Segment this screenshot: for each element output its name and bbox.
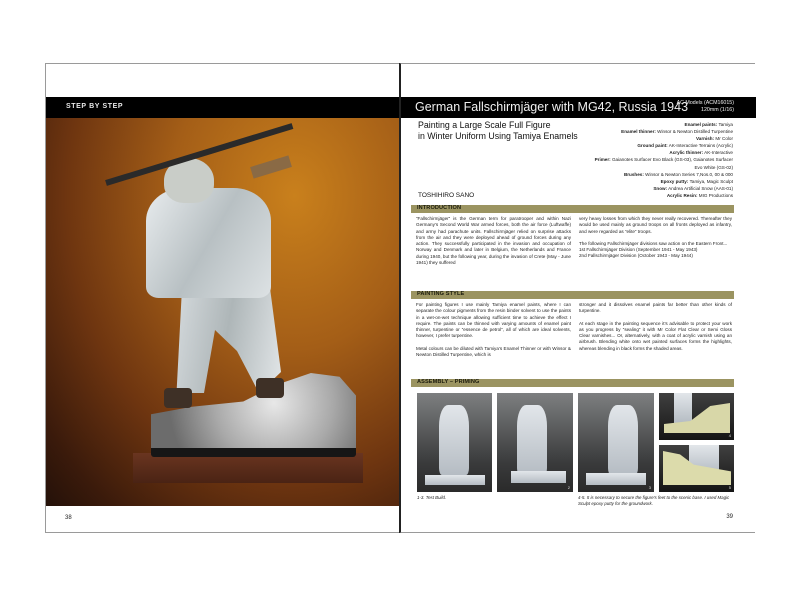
- wooden-plinth: [133, 453, 363, 483]
- photo-1: [417, 393, 492, 492]
- section-heading-text: PAINTING STYLE: [417, 291, 465, 297]
- spec-row: Epoxy putty: Tamiya, Magic Sculpt: [660, 178, 733, 184]
- title-band: [401, 97, 756, 118]
- paragraph: For painting figures I use mainly Tamiya enamel paints, where I can separate the colour pigments from the resin binder solvent to use the paints in a wet-on-wet technique allowing sufficient time to achieve the effect I require. The paints can be thinned with varying amounts of enamel paint thinner, turpentine or “essence de petrol”, all of which are ideal solvents, however, I prefer turpentine.: [416, 302, 571, 339]
- spec-row: Varnish: Mr Color: [695, 136, 733, 142]
- spec-row: Acrylic thinner: AK-Interactive: [669, 150, 733, 156]
- section-heading-introduction: [411, 205, 734, 213]
- author-name: TOSHIHIRO SANO: [418, 192, 475, 199]
- figure-boot-left: [164, 388, 192, 408]
- intro-column-2: [579, 216, 732, 260]
- section-heading-text: ASSEMBLY – PRIMING: [417, 379, 480, 385]
- subtitle-line-1: Painting a Large Scale Full Figure: [418, 120, 551, 130]
- intro-column-1: [416, 216, 571, 272]
- paragraph: The following Fallschirmjäger divisions saw action on the Eastern Front...: [579, 240, 728, 246]
- spec-row: Snow: Andrea Artificial Snow (AAS-01): [653, 185, 733, 191]
- page-number-right: 39: [726, 514, 733, 520]
- spec-row: Evo White (GS-02): [694, 164, 733, 170]
- kit-scale: 120mm (1/16): [701, 107, 734, 113]
- paragraph: stronger and it dissolves enamel paints far better than other kinds of turpentine.: [579, 302, 732, 314]
- photo-5: [659, 445, 734, 492]
- division-line: 2nd Fallschirmjäger Division (October 1943 - May 1944): [579, 253, 693, 259]
- painting-column-1: [416, 302, 571, 364]
- spec-row: Primer: Gaianotes Surfacer Evo Black (GS-03), Gaianotes Surfacer: [594, 157, 733, 163]
- spec-row: Enamel paints: Tamiya: [684, 122, 733, 127]
- photo-4: [659, 393, 734, 440]
- right-page: [400, 63, 755, 533]
- painting-column-2: [579, 302, 732, 358]
- paragraph: Metal colours can be diluted with Tamiya’s Enamel Thinner or with Winsor & Newton Distilled Turpentine, which is: [416, 345, 571, 357]
- hero-photo: [46, 118, 401, 506]
- article-title: German Fallschirmjäger with MG42, Russia 1943: [415, 100, 689, 114]
- figure-boot-right: [256, 378, 284, 398]
- paragraph: At each stage in the painting sequence it’s advisable to protect your work as you progress by “sealing” it with Mr Color Flat Clear or Semi Gloss Clear varnishes... Or, alternatively, with a coat of acrylic varnish using an airbrush. Blending white onto wet painted surfaces forms the highlights, whereas blending in black forms the shaded areas.: [579, 320, 732, 351]
- paragraph: very heavy losses from which they never really recovered. Thereafter they would be used mainly as ground troops on all fronts deployed as infantry, and were regarded as “elite” troops.: [579, 216, 732, 234]
- spec-row: Brushes: Winsor & Newton Series 7,Nos.0, 00 & 000: [623, 171, 733, 177]
- photo-number: 5: [728, 485, 731, 490]
- kit-maker: AC Models (ACM16015): [676, 100, 734, 106]
- page-number-left: 38: [65, 515, 72, 521]
- photo-number: 2: [567, 485, 570, 490]
- spec-row: Acrylic Resin: MIG Productions: [666, 192, 733, 198]
- mg42-stock: [250, 155, 292, 178]
- photo-3: [578, 393, 654, 492]
- section-heading-text: INTRODUCTION: [417, 205, 462, 211]
- kit-info: [677, 100, 734, 114]
- caption-1-3: 1-3. Test Build.: [417, 495, 447, 500]
- section-heading-painting-style: [411, 291, 734, 299]
- spec-row: Enamel thinner: Winsor & Newton Distilled Turpentine: [621, 129, 733, 135]
- section-band: [46, 97, 401, 118]
- photo-2: [497, 393, 573, 492]
- left-page: [45, 63, 400, 533]
- figure-torso: [146, 188, 271, 298]
- spec-row: Ground paint: AK-Interactive Terrains (Acrylic): [637, 143, 733, 149]
- section-heading-assembly-priming: [411, 379, 734, 387]
- photo-number: 4: [728, 433, 731, 438]
- caption-4-5: 4-5. It is necessary to secure the figure’s feet to the scenic base. I used Magic Sculpt epoxy putty for the groundwork.: [578, 495, 730, 506]
- subtitle-line-2: in Winter Uniform Using Tamiya Enamels: [418, 131, 578, 141]
- division-line: 1st Fallschirmjäger Division (September 1941 - May 1943): [579, 247, 698, 252]
- photo-number: 3: [648, 485, 651, 490]
- section-label: STEP BY STEP: [66, 103, 124, 110]
- paragraph: “Fallschirmjäger” is the German term for paratrooper and within Nazi Germany’s Second World War armed forces, both the air force (Luftwaffe) and army had parachute units. Fallschirmjäger relied on surprise attacks from the air and they were deployed ahead of ground forces during any action. They successfully participated in the invasion and occupation of Norway and Denmark and later in Belgium, the Netherlands and France during 1940, but the following year, during the invasion of Crete (May - June 1941) they suffered: [416, 216, 571, 265]
- materials-list: [533, 121, 733, 199]
